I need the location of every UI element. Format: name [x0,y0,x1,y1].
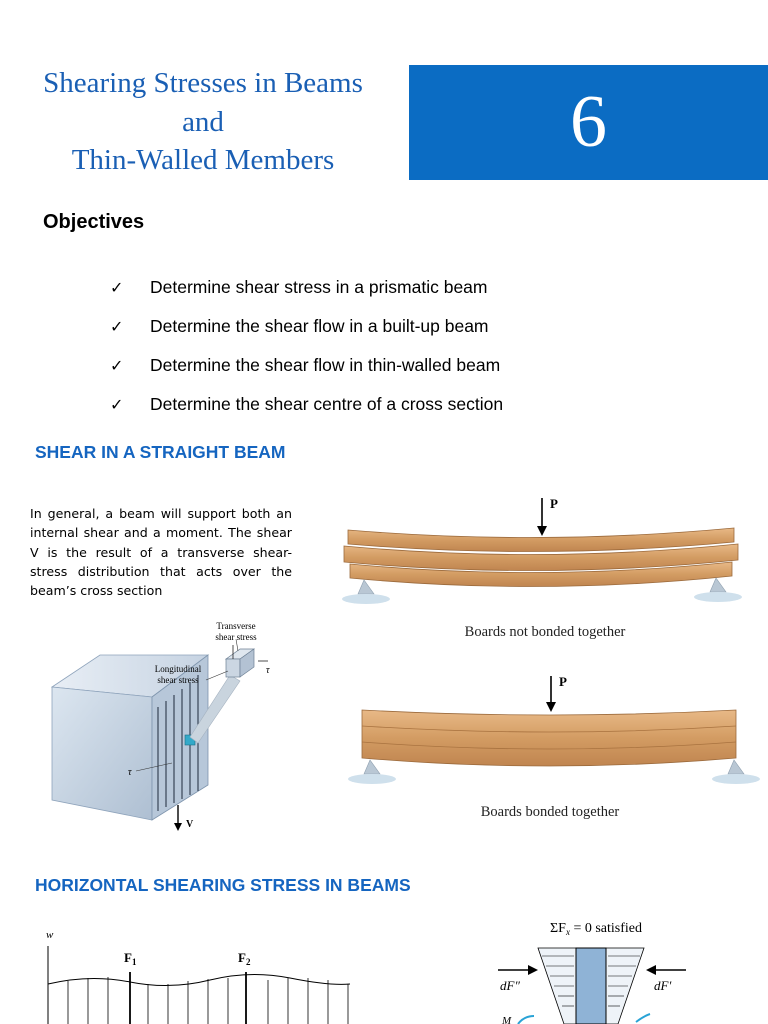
checkmark-icon: ✓ [110,278,124,297]
checkmark-icon: ✓ [110,317,124,336]
load-lines [68,977,348,1024]
left-support-icon [342,580,390,604]
objective-text: Determine the shear flow in a built-up beam [150,316,489,336]
w-label: w [46,929,54,941]
shear-stress-block-figure [40,615,285,835]
caption-not-bonded: Boards not bonded together [464,624,626,640]
title-line-1: Shearing Stresses in Beams [43,67,363,99]
chapter-number-box [409,65,768,180]
title-line-2: and [182,105,224,138]
chapter-title [18,64,388,180]
boards-not-bonded-figure [330,490,768,615]
load-label-p-bonded: P [559,674,567,689]
checkmark-icon: ✓ [110,356,124,375]
df-left-label: dF″ [500,978,520,993]
objective-item [110,268,503,307]
m-label: M [502,1015,512,1024]
tau-label-side: τ [128,767,132,778]
right-support-icon [712,760,760,784]
objective-item [110,307,503,346]
longitudinal-label-1: Longitudinal [154,664,202,674]
longitudinal-label-2: shear stress [157,675,199,685]
boards-bonded-figure [340,670,768,795]
load-label-p: P [550,496,558,511]
objective-text: Determine the shear centre of a cross section [150,394,504,414]
transverse-label-1: Transverse [216,621,256,631]
objective-text: Determine shear stress in a prismatic beam [150,277,488,297]
title-line-3: Thin-Walled Members [71,144,335,176]
sum-fx-label: $\Sigma F_x = 0$ satisfied [550,921,642,937]
chapter-number: 6 [570,81,607,163]
df-right-label: dF′ [654,978,672,993]
objective-text: Determine the shear flow in thin-walled beam [150,355,501,375]
checkmark-icon: ✓ [110,395,124,414]
left-support-icon [348,760,396,784]
f2-label: $F_2$ [238,950,251,967]
section-heading-shear-straight-beam: SHEAR IN A STRAIGHT BEAM [35,442,286,462]
tau-label-top: τ [266,665,270,676]
right-support-icon [694,578,742,602]
objectives-heading: Objectives [43,211,145,233]
free-body-element-figure [490,912,700,1024]
distributed-load-figure [30,918,370,1024]
objective-item [110,346,503,385]
bonded-beam [362,710,736,766]
f1-label: $F_1$ [124,950,137,967]
objective-item [110,385,503,424]
intro-paragraph: In general, a beam will support both an internal shear and a moment. The shear V is the result of a transverse shear-stress distribution that acts over the beam’s cross section [30,506,292,599]
stress-element-cube [226,645,268,677]
section-heading-horizontal-shearing: HORIZONTAL SHEARING STRESS IN BEAMS [35,875,411,895]
objectives-list [110,268,503,424]
transverse-label-2: shear stress [215,632,257,642]
v-label: V [186,819,194,830]
caption-bonded: Boards bonded together [480,804,620,820]
